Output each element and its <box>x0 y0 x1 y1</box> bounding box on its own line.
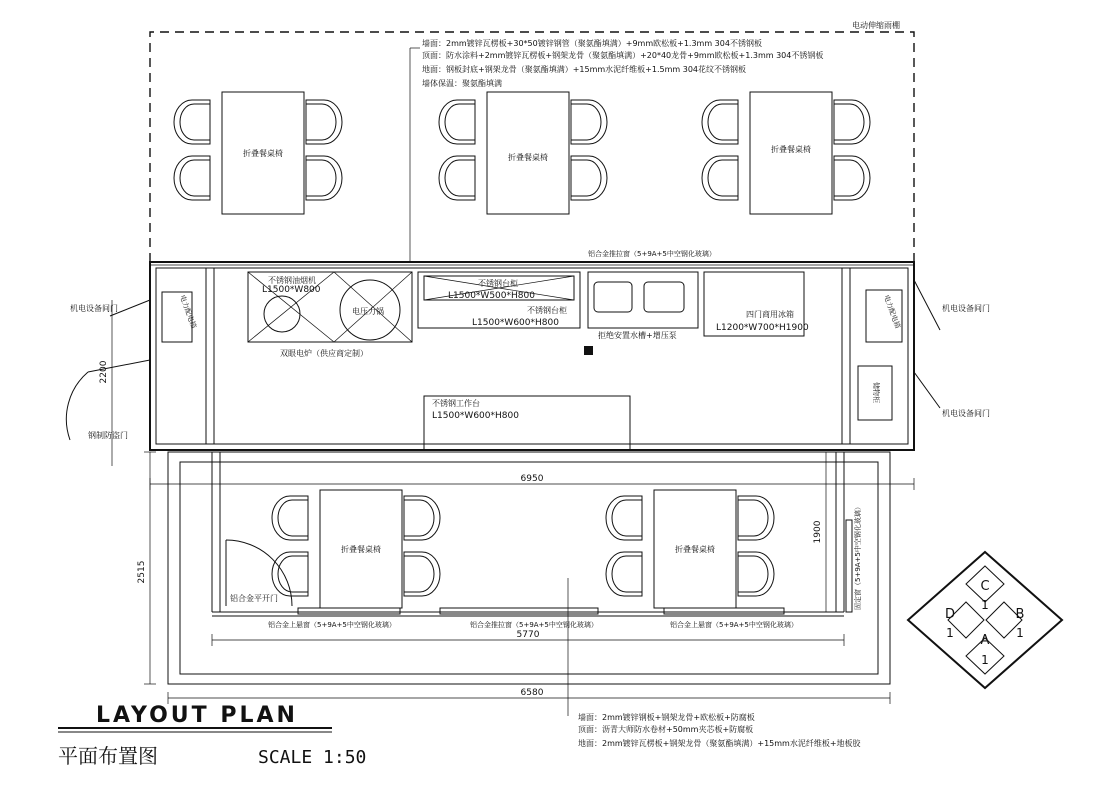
title-block <box>58 703 366 768</box>
stainless-bench-1 <box>418 272 580 328</box>
table-set-top-1 <box>174 92 342 214</box>
note-ceiling: 顶面：防水涂料+2mm镀锌瓦楞板+钢架龙骨（聚氨酯填满）+20*40龙骨+9mm欧松板+1.3mm 304不锈钢板 <box>422 51 824 60</box>
note-floor: 地面：钢板封底+钢架龙骨（聚氨酯填满）+15mm水泥纤维板+1.5mm 304花纹不锈钢板 <box>422 65 746 74</box>
table-label: 折叠餐桌椅 <box>675 545 715 554</box>
storage-cabinet-label: 储物柜 <box>872 382 880 403</box>
window-label-1: 铝合金上悬窗（5+9A+5中空钢化玻璃） <box>268 621 396 629</box>
right-door-leaf-top <box>914 280 940 330</box>
side-window-label: 固定窗（5+9A+5中空钢化玻璃） <box>854 503 862 610</box>
dim-2515-text: 2515 <box>137 560 147 584</box>
table-label: 折叠餐桌椅 <box>508 153 548 162</box>
hinged-door <box>226 540 292 606</box>
kitchen-stove-area <box>248 272 412 358</box>
worktable-label: 不锈钢工作台 <box>432 399 480 408</box>
right-equipment-door-top-label: 机电设备间门 <box>942 304 990 313</box>
left-steel-door-label: 钢制防盗门 <box>88 431 128 440</box>
right-equipment-room <box>842 268 940 444</box>
range-hood-size: L1500*W800 <box>262 285 321 295</box>
pressure-cooker-label: 电压力锅 <box>352 307 384 316</box>
left-equipment-door-label: 机电设备间门 <box>70 304 118 313</box>
sink-unit <box>588 272 698 340</box>
dim-2200-text: 2200 <box>99 360 109 384</box>
key-a-1: 1 <box>981 653 989 667</box>
range-hood-label: 不锈钢油烟机 <box>268 276 316 285</box>
bottom-windows <box>268 608 798 629</box>
dim-6580-text: 6580 <box>520 688 544 698</box>
worktable <box>424 396 630 450</box>
note-partition: 墙体保温：聚氨酯填满 <box>422 79 502 88</box>
right-equip-box-label: 电力配电箱 <box>882 293 902 330</box>
left-equip-box-label: 电力配电箱 <box>178 293 198 330</box>
fridge-size: L1200*W700*H1900 <box>716 323 809 333</box>
dim-6950 <box>150 474 914 490</box>
fridge-label: 四门商用冰箱 <box>746 310 794 319</box>
bottom-note-wall: 墙面：2mm镀锌钢板+钢架龙骨+欧松板+防腐板 <box>578 713 755 722</box>
bottom-note-ceiling: 顶面：沥青大师防水卷材+50mm夹芯板+防腐板 <box>578 725 754 734</box>
view-direction-key <box>908 552 1062 688</box>
table-set-bottom-2 <box>606 490 774 608</box>
note-wall: 墙面：2mm镀锌瓦楞板+30*50镀锌钢管（聚氨酯填满）+9mm欧松板+1.3mm 304不锈钢板 <box>422 39 762 48</box>
awning-label: 电动伸缩雨棚 <box>852 21 900 30</box>
window-label-2: 铝合金推拉窗（5+9A+5中空钢化玻璃） <box>470 621 598 629</box>
bench1-size: L1500*W500*H800 <box>448 291 535 301</box>
title-zh: 平面布置图 <box>58 744 158 768</box>
table-label: 折叠餐桌椅 <box>771 145 811 154</box>
table-label: 折叠餐桌椅 <box>341 545 381 554</box>
left-equipment-room <box>162 268 214 444</box>
side-fixed-window <box>846 503 862 612</box>
table-set-bottom-1 <box>272 490 440 608</box>
bottom-note-floor: 地面：2mm镀锌瓦楞板+钢架龙骨（聚氨酯填满）+15mm水泥纤维板+地板胶 <box>578 739 861 748</box>
right-equipment-door-bottom-label: 机电设备间门 <box>942 409 990 418</box>
top-window-label: 铝合金推拉窗（5+9A+5中空钢化玻璃） <box>588 250 716 258</box>
table-label: 折叠餐桌椅 <box>243 149 283 158</box>
top-material-notes <box>422 38 823 88</box>
dim-5770-text: 5770 <box>516 630 540 640</box>
table-set-top-3 <box>702 92 870 214</box>
key-c: C <box>980 579 990 594</box>
dining-deck-outline <box>168 452 890 684</box>
key-b: B <box>1015 607 1025 622</box>
hinged-door-label: 铝合金平开门 <box>230 594 278 603</box>
title-en: LAYOUT PLAN <box>96 703 298 728</box>
dim-6580 <box>168 688 890 704</box>
title-scale: SCALE 1:50 <box>258 747 367 768</box>
dim-6950-text: 6950 <box>520 474 544 484</box>
sink-label: 拒绝安置水槽+增压泵 <box>598 331 677 340</box>
bottom-material-notes <box>578 712 862 748</box>
bench2-size: L1500*W600*H800 <box>472 318 559 328</box>
key-d-1: 1 <box>946 626 954 640</box>
right-door-leaf-bottom <box>914 372 940 408</box>
dim-5770 <box>212 630 844 646</box>
bench1-label: 不锈钢台柜 <box>478 279 518 288</box>
key-a: A <box>980 633 990 648</box>
key-c-1: 1 <box>981 598 989 612</box>
worktable-size: L1500*W600*H800 <box>432 411 519 421</box>
fridge <box>704 272 809 336</box>
key-d: D <box>944 607 956 622</box>
dim-1900-text: 1900 <box>813 520 823 544</box>
dim-2200 <box>99 300 112 466</box>
bench2-label: 不锈钢台柜 <box>527 306 567 315</box>
note-leaders-top <box>410 48 420 262</box>
dim-1900 <box>813 452 826 612</box>
table-set-top-2 <box>439 92 607 214</box>
key-b-1: 1 <box>1016 626 1024 640</box>
double-stove-label: 双眼电炉（供应商定制） <box>280 349 368 358</box>
dim-2515 <box>137 452 156 684</box>
drain-marker <box>584 346 593 355</box>
window-label-3: 铝合金上悬窗（5+9A+5中空钢化玻璃） <box>670 621 798 629</box>
